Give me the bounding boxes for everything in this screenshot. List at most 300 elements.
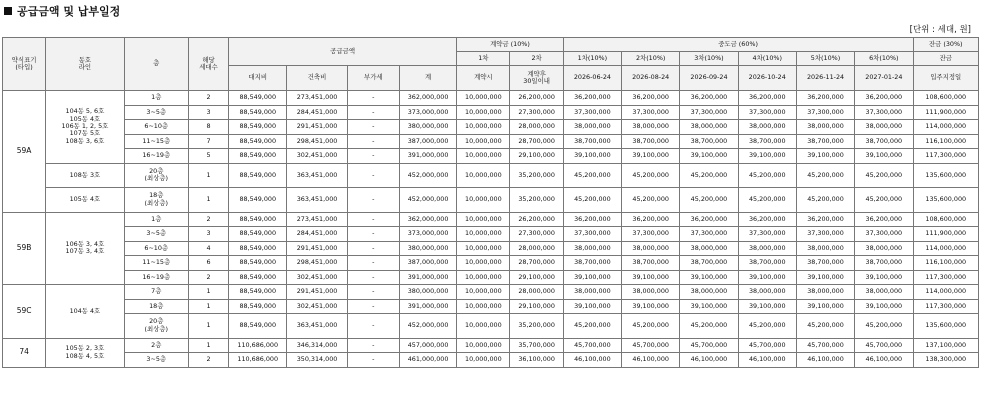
contract-1-cell: 10,000,000	[457, 285, 510, 300]
table-row	[3, 91, 979, 106]
floor-cell: 3~5층	[124, 105, 188, 120]
header-balance-sub: 잔금	[913, 52, 979, 66]
table-row	[3, 285, 979, 300]
middle-payment-3-cell: 38,000,000	[680, 285, 738, 300]
building-price-cell: 273,451,000	[287, 91, 347, 106]
header-supply: 공급금액	[229, 38, 457, 66]
contract-2-cell: 29,100,000	[510, 270, 563, 285]
middle-payment-5-cell: 38,700,000	[796, 256, 854, 271]
balance-cell: 135,600,000	[913, 163, 979, 188]
dong-line-text: 104동 4호	[69, 306, 101, 315]
middle-payment-4-cell: 36,200,000	[738, 212, 796, 227]
total-price-cell: 387,000,000	[399, 256, 456, 271]
land-price-cell: 88,549,000	[229, 120, 287, 135]
household-count-cell: 1	[188, 188, 228, 213]
balance-cell: 135,600,000	[913, 314, 979, 339]
floor-cell: 7층	[124, 285, 188, 300]
middle-payment-2-cell: 38,700,000	[622, 256, 680, 271]
page-title-text: 공급금액 및 납부일정	[17, 5, 121, 18]
balance-cell: 135,600,000	[913, 188, 979, 213]
middle-payment-1-cell: 39,100,000	[563, 299, 621, 314]
middle-payment-5-cell: 38,000,000	[796, 241, 854, 256]
middle-payment-2-cell: 36,200,000	[622, 212, 680, 227]
building-price-cell: 291,451,000	[287, 241, 347, 256]
header-land: 대지비	[229, 66, 287, 91]
middle-payment-1-cell: 39,100,000	[563, 149, 621, 164]
vat-cell: -	[347, 134, 399, 149]
table-row	[3, 227, 979, 242]
dong-line-text: 106동 3, 4호	[65, 239, 105, 248]
building-price-cell: 363,451,000	[287, 188, 347, 213]
vat-cell: -	[347, 338, 399, 353]
contract-2-cell: 28,000,000	[510, 241, 563, 256]
contract-2-cell: 29,100,000	[510, 299, 563, 314]
middle-payment-6-cell: 46,100,000	[855, 353, 913, 368]
middle-payment-2-cell: 45,200,000	[622, 188, 680, 213]
total-price-cell: 452,000,000	[399, 163, 456, 188]
middle-payment-4-cell: 46,100,000	[738, 353, 796, 368]
header-middle-5-date: 2026-11-24	[796, 66, 854, 91]
middle-payment-2-cell: 45,200,000	[622, 314, 680, 339]
total-price-cell: 362,000,000	[399, 212, 456, 227]
middle-payment-3-cell: 45,700,000	[680, 338, 738, 353]
household-count-cell: 1	[188, 163, 228, 188]
total-price-cell: 387,000,000	[399, 134, 456, 149]
header-middle-2-date: 2026-08-24	[622, 66, 680, 91]
household-count-cell: 1	[188, 299, 228, 314]
middle-payment-3-cell: 39,100,000	[680, 270, 738, 285]
total-price-cell: 362,000,000	[399, 91, 456, 106]
household-count-cell: 2	[188, 91, 228, 106]
contract-1-cell: 10,000,000	[457, 163, 510, 188]
building-price-cell: 284,451,000	[287, 227, 347, 242]
dong-line-text: 105동 2, 3호	[65, 344, 105, 353]
unit-label: [단위 : 세대, 원]	[909, 25, 971, 35]
land-price-cell: 88,549,000	[229, 227, 287, 242]
header-contract: 계약금 (10%)	[457, 38, 564, 52]
middle-payment-1-cell: 38,700,000	[563, 256, 621, 271]
floor-cell: 11~15층	[124, 256, 188, 271]
dong-line-text: 107동 3, 4호	[65, 247, 105, 256]
floor-cell: 3~5층	[124, 353, 188, 368]
contract-1-cell: 10,000,000	[457, 91, 510, 106]
header-middle-1-date: 2026-06-24	[563, 66, 621, 91]
dong-line-cell	[46, 285, 124, 339]
middle-payment-4-cell: 38,700,000	[738, 256, 796, 271]
contract-2-cell: 28,000,000	[510, 120, 563, 135]
land-price-cell: 88,549,000	[229, 91, 287, 106]
header-middle-1: 1차(10%)	[563, 52, 621, 66]
header-dong-line: 동호 라인	[46, 38, 124, 91]
middle-payment-2-cell: 39,100,000	[622, 299, 680, 314]
household-count-cell: 2	[188, 212, 228, 227]
balance-cell: 117,300,000	[913, 299, 979, 314]
dong-line-text: 108동 3호	[69, 170, 101, 179]
vat-cell: -	[347, 188, 399, 213]
middle-payment-2-cell: 37,300,000	[622, 105, 680, 120]
building-price-cell: 291,451,000	[287, 285, 347, 300]
floor-cell: 18층 (최상층)	[124, 188, 188, 213]
balance-cell: 108,600,000	[913, 91, 979, 106]
total-price-cell: 373,000,000	[399, 105, 456, 120]
table-row	[3, 149, 979, 164]
table-row	[3, 338, 979, 353]
header-middle-4-date: 2026-10-24	[738, 66, 796, 91]
dong-line-text: 106동 1, 2, 5호	[61, 122, 109, 131]
price-table	[2, 37, 979, 368]
header-balance: 잔금 (30%)	[913, 38, 979, 52]
middle-payment-3-cell: 37,300,000	[680, 227, 738, 242]
balance-cell: 108,600,000	[913, 212, 979, 227]
household-count-cell: 8	[188, 120, 228, 135]
total-price-cell: 380,000,000	[399, 285, 456, 300]
total-price-cell: 391,000,000	[399, 270, 456, 285]
table-row	[3, 241, 979, 256]
balance-cell: 114,000,000	[913, 285, 979, 300]
dong-line-text: 108동 4, 5호	[65, 351, 105, 360]
floor-cell: 20층 (최상층)	[124, 314, 188, 339]
header-middle-2: 2차(10%)	[622, 52, 680, 66]
contract-2-cell: 35,200,000	[510, 163, 563, 188]
contract-1-cell: 10,000,000	[457, 270, 510, 285]
middle-payment-5-cell: 36,200,000	[796, 91, 854, 106]
contract-1-cell: 10,000,000	[457, 241, 510, 256]
balance-cell: 117,300,000	[913, 270, 979, 285]
household-count-cell: 2	[188, 353, 228, 368]
type-cell: 59B	[3, 212, 46, 285]
floor-cell: 18층	[124, 299, 188, 314]
dong-line-cell	[46, 338, 124, 367]
table-row	[3, 134, 979, 149]
header-households: 해당 세대수	[188, 38, 228, 91]
middle-payment-3-cell: 38,000,000	[680, 120, 738, 135]
header-middle-4: 4차(10%)	[738, 52, 796, 66]
middle-payment-5-cell: 38,700,000	[796, 134, 854, 149]
middle-payment-5-cell: 37,300,000	[796, 105, 854, 120]
middle-payment-4-cell: 38,700,000	[738, 134, 796, 149]
household-count-cell: 2	[188, 270, 228, 285]
middle-payment-6-cell: 38,700,000	[855, 256, 913, 271]
total-price-cell: 391,000,000	[399, 299, 456, 314]
table-row	[3, 270, 979, 285]
land-price-cell: 110,686,000	[229, 353, 287, 368]
contract-2-cell: 28,700,000	[510, 256, 563, 271]
middle-payment-6-cell: 39,100,000	[855, 299, 913, 314]
contract-2-cell: 27,300,000	[510, 227, 563, 242]
header-contract-2-when: 계약후 30일이내	[510, 66, 563, 91]
middle-payment-2-cell: 37,300,000	[622, 227, 680, 242]
floor-cell: 6~10층	[124, 241, 188, 256]
middle-payment-3-cell: 39,100,000	[680, 299, 738, 314]
middle-payment-3-cell: 46,100,000	[680, 353, 738, 368]
vat-cell: -	[347, 91, 399, 106]
middle-payment-3-cell: 38,700,000	[680, 134, 738, 149]
header-middle-6: 6차(10%)	[855, 52, 913, 66]
land-price-cell: 88,549,000	[229, 188, 287, 213]
table-row	[3, 256, 979, 271]
contract-1-cell: 10,000,000	[457, 299, 510, 314]
middle-payment-6-cell: 39,100,000	[855, 149, 913, 164]
middle-payment-3-cell: 45,200,000	[680, 314, 738, 339]
total-price-cell: 380,000,000	[399, 120, 456, 135]
vat-cell: -	[347, 227, 399, 242]
header-middle-3-date: 2026-09-24	[680, 66, 738, 91]
middle-payment-5-cell: 45,200,000	[796, 163, 854, 188]
vat-cell: -	[347, 120, 399, 135]
middle-payment-5-cell: 46,100,000	[796, 353, 854, 368]
middle-payment-1-cell: 45,200,000	[563, 314, 621, 339]
vat-cell: -	[347, 163, 399, 188]
contract-2-cell: 29,100,000	[510, 149, 563, 164]
total-price-cell: 452,000,000	[399, 314, 456, 339]
middle-payment-4-cell: 45,200,000	[738, 314, 796, 339]
building-price-cell: 273,451,000	[287, 212, 347, 227]
middle-payment-4-cell: 39,100,000	[738, 270, 796, 285]
contract-1-cell: 10,000,000	[457, 134, 510, 149]
middle-payment-6-cell: 37,300,000	[855, 105, 913, 120]
middle-payment-1-cell: 37,300,000	[563, 105, 621, 120]
total-price-cell: 380,000,000	[399, 241, 456, 256]
middle-payment-4-cell: 45,700,000	[738, 338, 796, 353]
middle-payment-2-cell: 45,200,000	[622, 163, 680, 188]
table-row	[3, 212, 979, 227]
contract-2-cell: 35,700,000	[510, 338, 563, 353]
middle-payment-5-cell: 39,100,000	[796, 149, 854, 164]
building-price-cell: 363,451,000	[287, 163, 347, 188]
middle-payment-6-cell: 38,000,000	[855, 120, 913, 135]
dong-line-cell	[46, 91, 124, 164]
vat-cell: -	[347, 285, 399, 300]
floor-cell: 16~19층	[124, 270, 188, 285]
contract-1-cell: 10,000,000	[457, 188, 510, 213]
middle-payment-2-cell: 38,000,000	[622, 241, 680, 256]
middle-payment-2-cell: 46,100,000	[622, 353, 680, 368]
dong-line-text: 107동 5호	[69, 129, 101, 138]
middle-payment-5-cell: 36,200,000	[796, 212, 854, 227]
middle-payment-2-cell: 38,000,000	[622, 120, 680, 135]
table-row	[3, 353, 979, 368]
middle-payment-4-cell: 37,300,000	[738, 105, 796, 120]
household-count-cell: 3	[188, 227, 228, 242]
contract-2-cell: 35,200,000	[510, 314, 563, 339]
building-price-cell: 350,314,000	[287, 353, 347, 368]
floor-cell: 1층	[124, 212, 188, 227]
balance-cell: 111,900,000	[913, 105, 979, 120]
middle-payment-6-cell: 38,000,000	[855, 241, 913, 256]
type-cell: 74	[3, 338, 46, 367]
building-price-cell: 302,451,000	[287, 270, 347, 285]
vat-cell: -	[347, 353, 399, 368]
middle-payment-1-cell: 39,100,000	[563, 270, 621, 285]
middle-payment-6-cell: 45,200,000	[855, 314, 913, 339]
contract-1-cell: 10,000,000	[457, 212, 510, 227]
middle-payment-3-cell: 38,700,000	[680, 256, 738, 271]
middle-payment-1-cell: 36,200,000	[563, 212, 621, 227]
middle-payment-1-cell: 46,100,000	[563, 353, 621, 368]
balance-cell: 114,000,000	[913, 120, 979, 135]
balance-cell: 137,100,000	[913, 338, 979, 353]
header-contract-1: 1차	[457, 52, 510, 66]
table-row	[3, 105, 979, 120]
building-price-cell: 298,451,000	[287, 256, 347, 271]
middle-payment-3-cell: 37,300,000	[680, 105, 738, 120]
floor-cell: 11~15층	[124, 134, 188, 149]
balance-cell: 114,000,000	[913, 241, 979, 256]
total-price-cell: 452,000,000	[399, 188, 456, 213]
middle-payment-5-cell: 45,700,000	[796, 338, 854, 353]
dong-line-cell	[46, 212, 124, 285]
table-row	[3, 314, 979, 339]
middle-payment-5-cell: 39,100,000	[796, 299, 854, 314]
contract-1-cell: 10,000,000	[457, 338, 510, 353]
balance-cell: 111,900,000	[913, 227, 979, 242]
balance-cell: 116,100,000	[913, 134, 979, 149]
middle-payment-3-cell: 39,100,000	[680, 149, 738, 164]
middle-payment-6-cell: 36,200,000	[855, 91, 913, 106]
household-count-cell: 1	[188, 338, 228, 353]
floor-cell: 20층 (최상층)	[124, 163, 188, 188]
contract-1-cell: 10,000,000	[457, 256, 510, 271]
table-row	[3, 299, 979, 314]
middle-payment-4-cell: 38,000,000	[738, 241, 796, 256]
land-price-cell: 88,549,000	[229, 134, 287, 149]
middle-payment-4-cell: 39,100,000	[738, 299, 796, 314]
land-price-cell: 110,686,000	[229, 338, 287, 353]
header-type: 약식표기 (타입)	[3, 38, 46, 91]
vat-cell: -	[347, 299, 399, 314]
contract-1-cell: 10,000,000	[457, 227, 510, 242]
header-middle-6-date: 2027-01-24	[855, 66, 913, 91]
header-contract-1-when: 계약시	[457, 66, 510, 91]
middle-payment-5-cell: 37,300,000	[796, 227, 854, 242]
middle-payment-3-cell: 45,200,000	[680, 163, 738, 188]
middle-payment-5-cell: 39,100,000	[796, 270, 854, 285]
table-row	[3, 163, 979, 188]
middle-payment-1-cell: 38,000,000	[563, 120, 621, 135]
page-title	[4, 3, 120, 19]
header-floor: 층	[124, 38, 188, 91]
balance-cell: 117,300,000	[913, 149, 979, 164]
household-count-cell: 1	[188, 285, 228, 300]
middle-payment-1-cell: 45,200,000	[563, 163, 621, 188]
contract-1-cell: 10,000,000	[457, 314, 510, 339]
middle-payment-6-cell: 38,700,000	[855, 134, 913, 149]
household-count-cell: 7	[188, 134, 228, 149]
contract-2-cell: 27,300,000	[510, 105, 563, 120]
header-total: 계	[399, 66, 456, 91]
header-middle-5: 5차(10%)	[796, 52, 854, 66]
table-body	[3, 91, 979, 368]
middle-payment-4-cell: 45,200,000	[738, 163, 796, 188]
table-row	[3, 120, 979, 135]
vat-cell: -	[347, 270, 399, 285]
header-balance-when: 입주지정일	[913, 66, 979, 91]
vat-cell: -	[347, 149, 399, 164]
land-price-cell: 88,549,000	[229, 241, 287, 256]
middle-payment-5-cell: 45,200,000	[796, 314, 854, 339]
land-price-cell: 88,549,000	[229, 285, 287, 300]
middle-payment-5-cell: 45,200,000	[796, 188, 854, 213]
header-middle: 중도금 (60%)	[563, 38, 913, 52]
contract-2-cell: 26,200,000	[510, 212, 563, 227]
vat-cell: -	[347, 212, 399, 227]
dong-line-cell	[46, 163, 124, 188]
middle-payment-4-cell: 36,200,000	[738, 91, 796, 106]
total-price-cell: 461,000,000	[399, 353, 456, 368]
floor-cell: 1층	[124, 91, 188, 106]
middle-payment-2-cell: 38,000,000	[622, 285, 680, 300]
land-price-cell: 88,549,000	[229, 256, 287, 271]
vat-cell: -	[347, 314, 399, 339]
household-count-cell: 1	[188, 314, 228, 339]
middle-payment-2-cell: 45,700,000	[622, 338, 680, 353]
middle-payment-3-cell: 45,200,000	[680, 188, 738, 213]
floor-cell: 16~19층	[124, 149, 188, 164]
building-price-cell: 302,451,000	[287, 299, 347, 314]
square-bullet-icon	[4, 7, 12, 15]
dong-line-cell	[46, 188, 124, 213]
header-building: 건축비	[287, 66, 347, 91]
middle-payment-5-cell: 38,000,000	[796, 120, 854, 135]
total-price-cell: 373,000,000	[399, 227, 456, 242]
middle-payment-4-cell: 45,200,000	[738, 188, 796, 213]
dong-line-text: 105동 4호	[69, 114, 101, 123]
type-cell: 59A	[3, 91, 46, 213]
building-price-cell: 302,451,000	[287, 149, 347, 164]
contract-1-cell: 10,000,000	[457, 353, 510, 368]
table-row	[3, 188, 979, 213]
middle-payment-4-cell: 39,100,000	[738, 149, 796, 164]
middle-payment-6-cell: 45,200,000	[855, 188, 913, 213]
middle-payment-6-cell: 39,100,000	[855, 270, 913, 285]
table-header	[3, 38, 979, 91]
middle-payment-4-cell: 38,000,000	[738, 285, 796, 300]
building-price-cell: 363,451,000	[287, 314, 347, 339]
middle-payment-4-cell: 37,300,000	[738, 227, 796, 242]
middle-payment-6-cell: 36,200,000	[855, 212, 913, 227]
land-price-cell: 88,549,000	[229, 314, 287, 339]
middle-payment-3-cell: 36,200,000	[680, 212, 738, 227]
land-price-cell: 88,549,000	[229, 163, 287, 188]
dong-line-text: 105동 4호	[69, 195, 101, 204]
dong-line-text: 108동 3, 6호	[65, 136, 105, 145]
building-price-cell: 291,451,000	[287, 120, 347, 135]
balance-cell: 116,100,000	[913, 256, 979, 271]
balance-cell: 138,300,000	[913, 353, 979, 368]
contract-2-cell: 28,700,000	[510, 134, 563, 149]
contract-1-cell: 10,000,000	[457, 105, 510, 120]
middle-payment-3-cell: 36,200,000	[680, 91, 738, 106]
header-contract-2: 2차	[510, 52, 563, 66]
floor-cell: 3~5층	[124, 227, 188, 242]
vat-cell: -	[347, 241, 399, 256]
header-middle-3: 3차(10%)	[680, 52, 738, 66]
household-count-cell: 4	[188, 241, 228, 256]
middle-payment-6-cell: 37,300,000	[855, 227, 913, 242]
vat-cell: -	[347, 256, 399, 271]
middle-payment-1-cell: 38,700,000	[563, 134, 621, 149]
land-price-cell: 88,549,000	[229, 149, 287, 164]
middle-payment-2-cell: 36,200,000	[622, 91, 680, 106]
middle-payment-6-cell: 45,700,000	[855, 338, 913, 353]
dong-line-text: 104동 5, 6호	[65, 107, 105, 116]
household-count-cell: 3	[188, 105, 228, 120]
middle-payment-6-cell: 45,200,000	[855, 163, 913, 188]
middle-payment-1-cell: 38,000,000	[563, 285, 621, 300]
middle-payment-4-cell: 38,000,000	[738, 120, 796, 135]
building-price-cell: 298,451,000	[287, 134, 347, 149]
floor-cell: 6~10층	[124, 120, 188, 135]
